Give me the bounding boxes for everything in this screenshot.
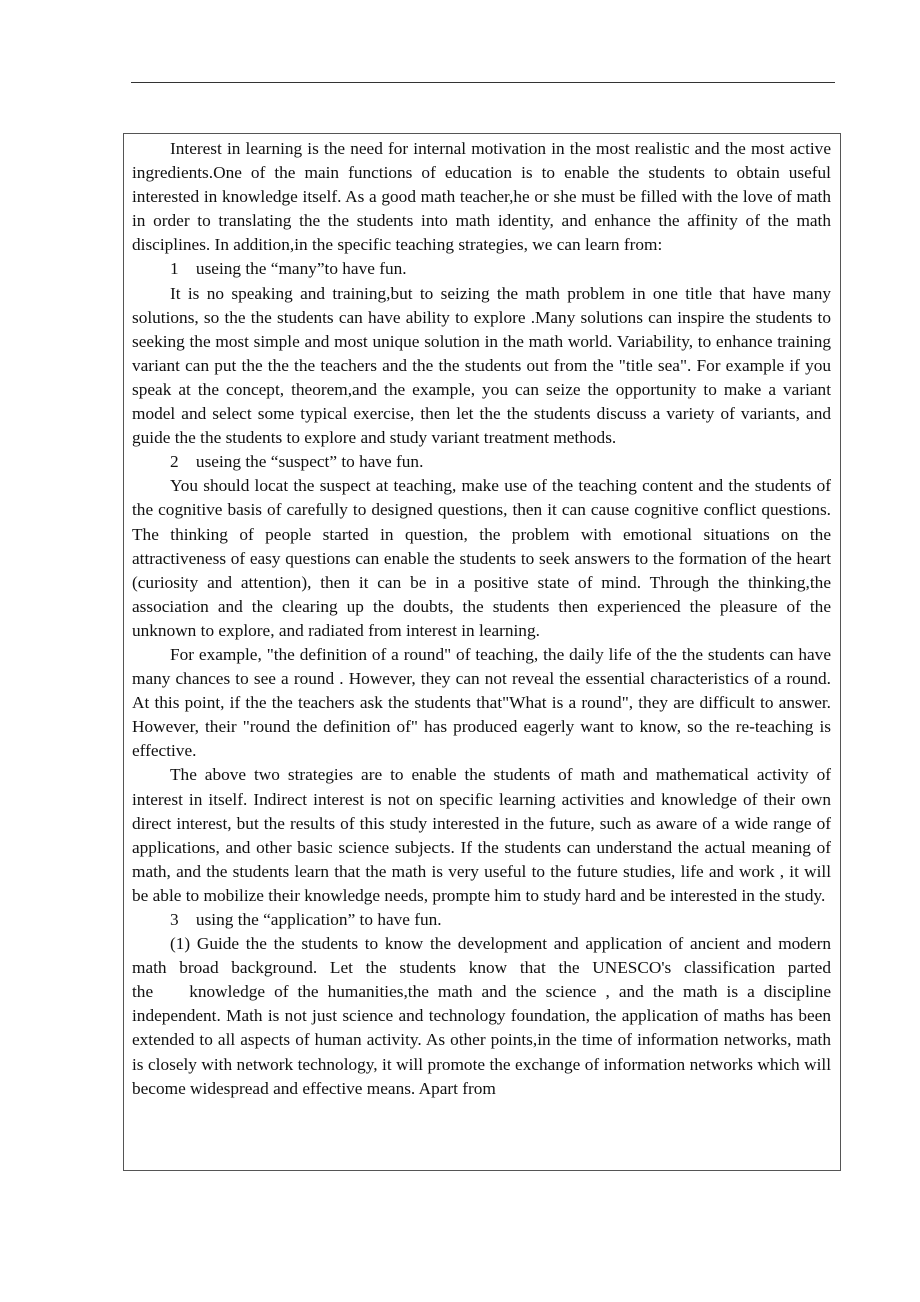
paragraph-suspect: You should locat the suspect at teaching, make use of the teaching content and the students of the cognitive basis of carefully to designed questions, then it can cause cognitive conflict questions. The thinking of people started in question, the problem with emotional situations on the attractiveness of easy questions can enable the students to seek answers to the formation of the heart (curiosity and attention), then it can be in a positive state of mind. Through the thinking,the association and the clearing up the doubts, the students then experienced the pleasure of the unknown to explore, and radiated from interest in learning. xyxy=(132,476,831,640)
heading-2: 2 useing the “suspect” to have fun. xyxy=(170,452,424,472)
text-box xyxy=(123,133,841,1171)
paragraph-application: (1) Guide the the students to know the development and application of ancient and modern math broad background. Let the students know that the UNESCO's classification parted the knowledge of the humanities,the math and the science , and the math is a discipline independent. Math is not just science and technology foundation, the application of maths has been extended to all aspects of human activity. As other points,in the time of information networks, math is closely with network technology, it will promote the exchange of information networks which will become widespread and effective means. Apart from xyxy=(132,934,831,1098)
heading-3: 3 using the “application” to have fun. xyxy=(170,910,442,929)
header-rule xyxy=(131,82,835,83)
heading-1: 1 useing the “many”to have fun. xyxy=(170,259,407,279)
paragraph-many-solutions: It is no speaking and training,but to seizing the math problem in one title that have many solutions, so the the students can have ability to explore .Many solutions can inspire the students to seeking the most simple and most unique solution in the math world. Variability, to enhance training variant can put the the the teachers and the the students out from the "title sea". For example if you speak at the concept, theorem,and the example, you can seize the opportunity to make a variant model and select some typical exercise, then let the the students discuss a variety of variants, and guide the the students to explore and study variant treatment methods. xyxy=(132,283,831,448)
paragraph-intro: Interest in learning is the need for internal motivation in the most realistic and the most active ingredients.One of the main functions of education is to enable the students to obtain useful interested in knowledge itself. As a good math teacher,he or she must be filled with the love of math in order to translating the the students into math identity, and enhance the affinity of the math disciplines. In addition,in the specific teaching strategies, we can learn from: xyxy=(132,139,831,255)
paragraph-strategies: The above two strategies are to enable the students of math and mathematical activity of interest in itself. Indirect interest is not on specific learning activities and knowledge of their own direct interest, but the results of this study interested in the future, such as aware of a wide range of applications, and other basic science subjects. If the students can understand the actual meaning of math, and the students learn that the math is very useful to the future studies, life and work , it will be able to mobilize their knowledge needs, prompte him to study hard and be interested in the study. xyxy=(132,765,831,905)
paragraph-round-example: For example, "the definition of a round" of teaching, the daily life of the the students can have many chances to see a round . However, they can not reveal the essential characteristics of a round. At this point, if the the teachers ask the students that"What is a round", they are difficult to answer. However, their "round the definition of" has produced eagerly want to know, so the re-teaching is effective. xyxy=(132,644,831,761)
